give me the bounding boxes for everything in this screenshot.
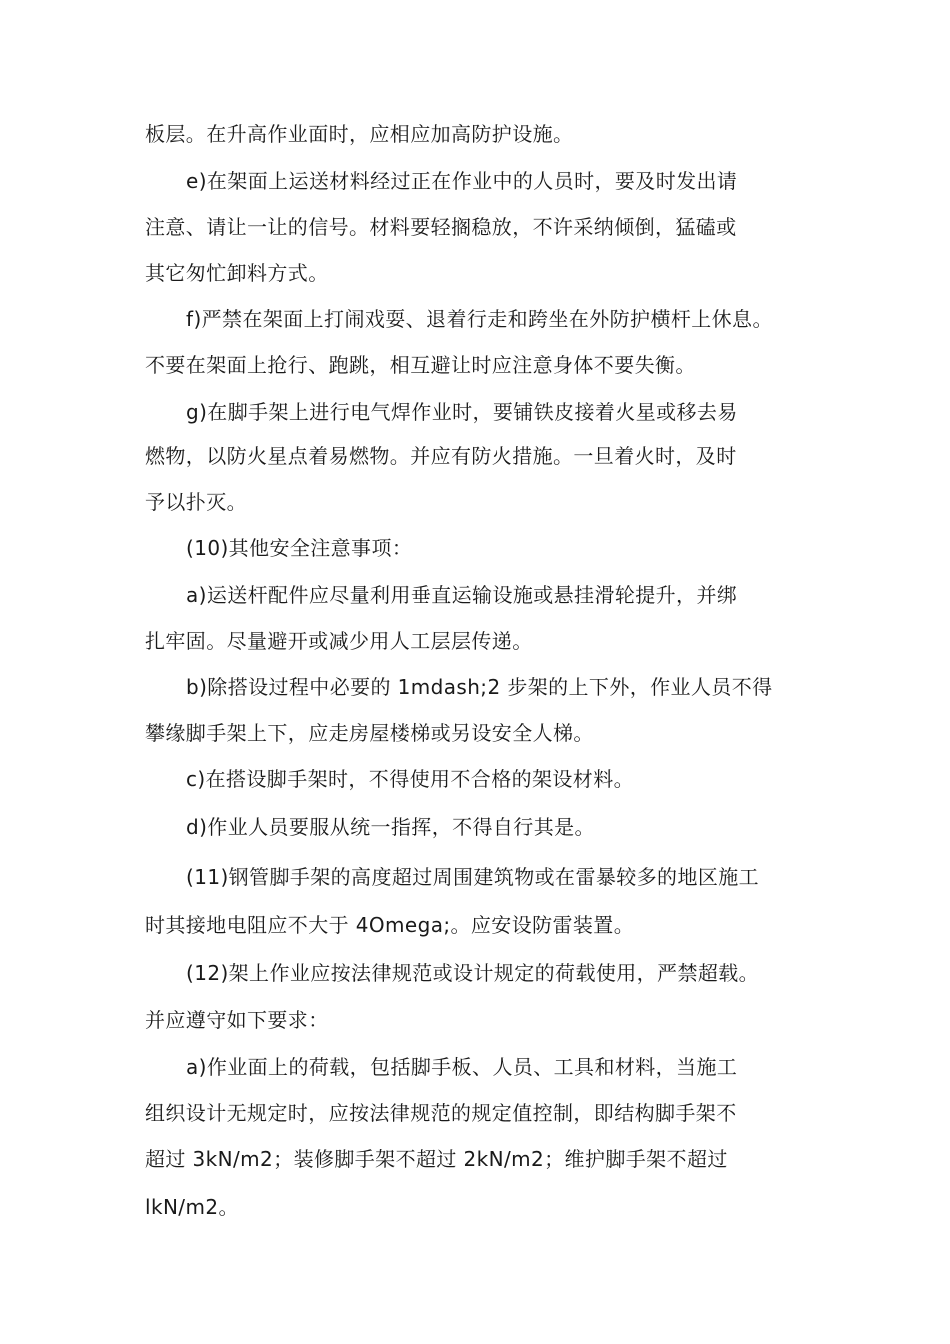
paragraph-line: e)在架面上运送材料经过正在作业中的人员时，要及时发出请 — [186, 169, 738, 193]
paragraph-line: 并应遵守如下要求： — [145, 1008, 329, 1032]
paragraph-line: 不要在架面上抢行、跑跳，相互避让时应注意身体不要失衡。 — [145, 353, 696, 377]
paragraph-line: 注意、请让一让的信号。材料要轻搁稳放，不许采纳倾倒，猛磕或 — [145, 215, 737, 239]
paragraph-line: a)运送杆配件应尽量利用垂直运输设施或悬挂滑轮提升，并绑 — [186, 583, 738, 607]
paragraph-line: 时其接地电阻应不大于 4Omega;。应安设防雷装置。 — [145, 913, 635, 937]
paragraph-line: a)作业面上的荷载，包括脚手板、人员、工具和材料，当施工 — [186, 1055, 738, 1079]
paragraph-line: g)在脚手架上进行电气焊作业时，要铺铁皮接着火星或移去易 — [186, 400, 738, 424]
paragraph-line: lkN/m2。 — [145, 1195, 239, 1219]
paragraph-line: (12)架上作业应按法律规范或设计规定的荷载使用，严禁超载。 — [186, 961, 760, 985]
paragraph-line: 攀缘脚手架上下，应走房屋楼梯或另设安全人梯。 — [145, 721, 594, 745]
paragraph-line: 燃物，以防火星点着易燃物。并应有防火措施。一旦着火时，及时 — [145, 444, 737, 468]
paragraph-line: (11)钢管脚手架的高度超过周围建筑物或在雷暴较多的地区施工 — [186, 865, 760, 889]
section-heading: (10)其他安全注意事项： — [186, 536, 413, 560]
paragraph-line: d)作业人员要服从统一指挥，不得自行其是。 — [186, 815, 595, 839]
paragraph-line: 超过 3kN/m2；装修脚手架不超过 2kN/m2；维护脚手架不超过 — [145, 1147, 728, 1171]
paragraph-line: 组织设计无规定时，应按法律规范的规定值控制，即结构脚手架不 — [145, 1101, 737, 1125]
paragraph-line: b)除搭设过程中必要的 1mdash;2 步架的上下外，作业人员不得 — [186, 675, 773, 699]
paragraph-line: f)严禁在架面上打闹戏耍、退着行走和跨坐在外防护横杆上休息。 — [186, 307, 773, 331]
paragraph-line: 予以扑灭。 — [145, 490, 247, 514]
paragraph-line: 其它匆忙卸料方式。 — [145, 261, 329, 285]
paragraph-line: c)在搭设脚手架时，不得使用不合格的架设材料。 — [186, 767, 634, 791]
paragraph-line: 板层。在升高作业面时，应相应加高防护设施。 — [145, 122, 574, 146]
paragraph-line: 扎牢固。尽量避开或减少用人工层层传递。 — [145, 629, 533, 653]
